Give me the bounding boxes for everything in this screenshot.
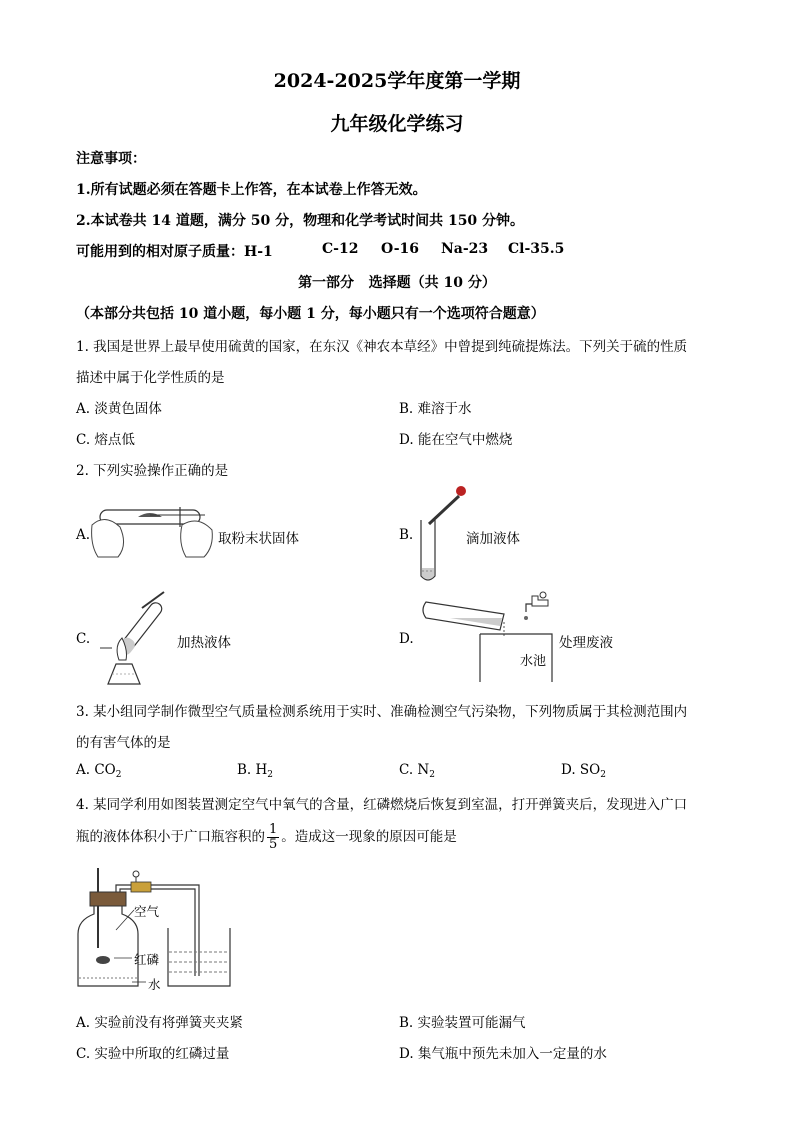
mass-na: Na-23 [441, 241, 489, 257]
q1-option-d: D. 能在空气中燃烧 [399, 432, 513, 448]
q1-stem-line2: 描述中属于化学性质的是 [76, 370, 225, 386]
q2-option-a-letter: A. [76, 527, 91, 543]
heating-liquid-illustration [92, 590, 177, 690]
q2-option-c-letter: C. [76, 631, 91, 647]
q3-option-c: C. $N_2$ [399, 762, 435, 780]
mass-h: H-1 [244, 244, 273, 260]
q2-option-b-letter: B. [399, 527, 414, 543]
q1-option-b: B. 难溶于水 [399, 401, 472, 417]
q2-option-c-label: 加热液体 [177, 635, 231, 651]
exam-title: 2024-2025学年度第一学期 [273, 70, 521, 92]
dropper-illustration [415, 484, 470, 586]
notes-heading: 注意事项： [76, 151, 146, 167]
fig-label-phosphorus: 红磷 [134, 952, 160, 967]
q4-stem-line1: 4. 某同学利用如图装置测定空气中氧气的含量，红磷燃烧后恢复到室温，打开弹簧夹后，发现进入广口 [76, 797, 688, 813]
q3-option-a: A. $CO_2$ [76, 762, 122, 780]
q3-option-b: B. $H_2$ [237, 762, 274, 780]
q1-option-c: C. 熔点低 [76, 432, 135, 448]
atomic-masses: 可能用到的相对原子质量：H-1 [76, 244, 273, 260]
section-title: 第一部分 选择题（共 10 分） [298, 275, 496, 291]
one-fifth-fraction: $\frac{1}{5}$ [269, 822, 278, 852]
section-desc: （本部分共包括 10 道小题，每小题 1 分，每小题只有一个选项符合题意） [76, 306, 545, 322]
q2-sink-label: 水池 [520, 654, 547, 669]
q3-stem-line2: 的有害气体的是 [76, 735, 171, 751]
q2-stem: 2. 下列实验操作正确的是 [76, 463, 229, 479]
q3-stem-line1: 3. 某小组同学制作微型空气质量检测系统用于实时、准确检测空气污染物，下列物质属于其检测范围内 [76, 704, 688, 720]
mass-o: O-16 [381, 241, 420, 257]
mass-cl: Cl-35.5 [508, 241, 565, 257]
q4-option-d: D. 集气瓶中预先未加入一定量的水 [399, 1046, 607, 1062]
q4-option-a: A. 实验前没有将弹簧夹夹紧 [76, 1015, 243, 1031]
q2-option-d-letter: D. [399, 631, 414, 647]
q4-option-b: B. 实验装置可能漏气 [399, 1015, 526, 1031]
q1-stem-line1: 1. 我国是世界上最早使用硫黄的国家，在东汉《神农本草经》中曾提到纯硫提炼法。下列关于硫的性质 [76, 339, 688, 355]
q2-option-a-label: 取粉末状固体 [218, 531, 299, 547]
fig-label-air: 空气 [134, 904, 160, 919]
powder-test-tube-illustration [90, 505, 215, 560]
q1-option-a: A. 淡黄色固体 [76, 401, 162, 417]
fig-label-water: 水 [148, 977, 161, 992]
q3-option-d: D. $SO_2$ [561, 762, 606, 780]
q2-option-b-label: 滴加液体 [466, 531, 520, 547]
exam-subtitle: 九年级化学练习 [330, 113, 464, 135]
q4-option-c: C. 实验中所取的红磷过量 [76, 1046, 230, 1062]
q4-stem-line2: 瓶的液体体积小于广口瓶容积的 $\frac{1}{5}$ 。造成这一现象的原因可能是 [76, 822, 457, 852]
q2-option-d-label: 处理废液 [559, 635, 613, 651]
mass-c: C-12 [322, 241, 359, 257]
notes-line-1: 1.所有试题必须在答题卡上作答，在本试卷上作答无效。 [76, 182, 427, 198]
notes-line-2: 2.本试卷共 14 道题，满分 50 分，物理和化学考试时间共 150 分钟。 [76, 213, 525, 229]
